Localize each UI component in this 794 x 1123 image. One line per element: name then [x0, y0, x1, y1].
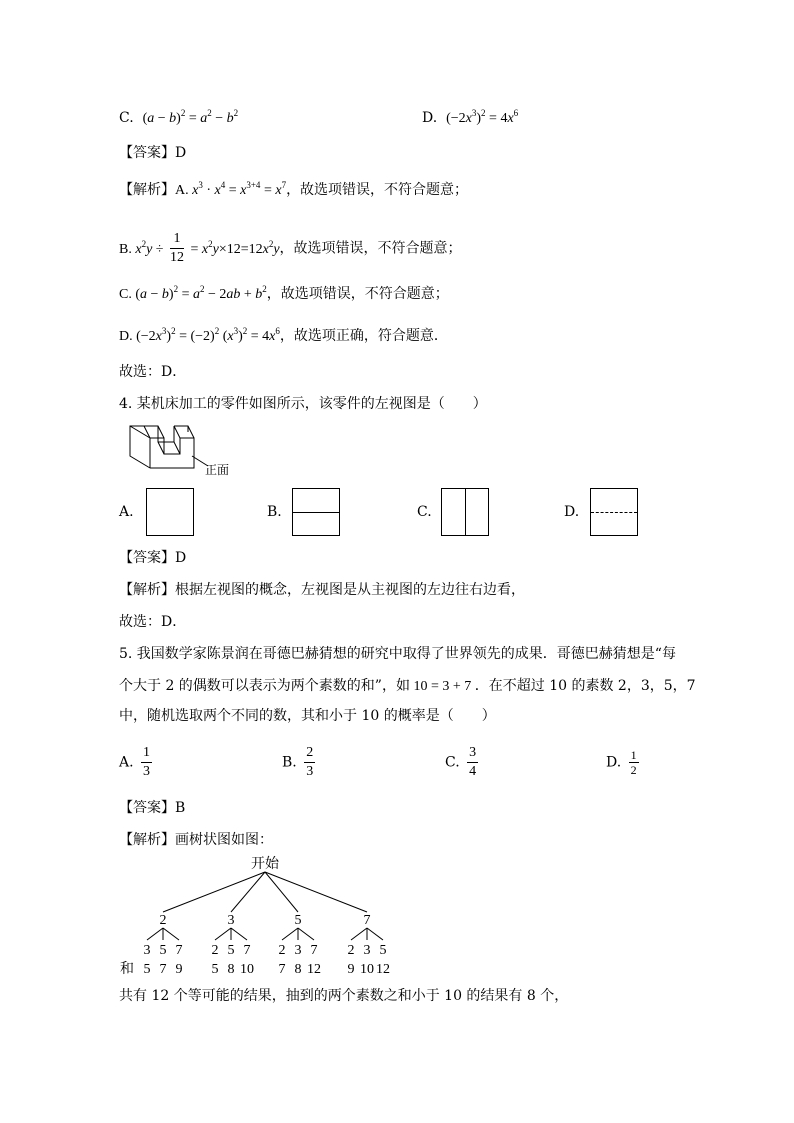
tree-subbranch-line: [215, 928, 231, 940]
tree-sum-label: 和: [120, 962, 134, 977]
tree-second-node: 3: [294, 943, 302, 958]
q4-answer: 【答案】D: [119, 550, 187, 566]
q4-explanation: 【解析】根据左视图的概念，左视图是从主视图的左边往右边看，: [119, 582, 525, 598]
tree-sum-value: 8: [227, 962, 235, 977]
tree-sum-value: 9: [347, 962, 355, 977]
q5-stem-2: 个大于 2 的偶数可以表示为两个素数的和”，如 10 = 3 + 7 ．在不超过 10 的素数 2，3，5，7: [119, 678, 696, 694]
q3-choose: 故选：D．: [119, 364, 187, 380]
q3-option-c: C. $(a - b)^2 = a^2 - b^2$: [119, 108, 239, 126]
tree-sum-value: 5: [211, 962, 219, 977]
tree-second-node: 7: [310, 943, 318, 958]
q5-conclusion: 共有 12 个等可能的结果，抽到的两个素数之和小于 10 的结果有 8 个，: [119, 988, 569, 1004]
q4-option-b-label: B.: [267, 504, 282, 520]
q4-option-b-square: [292, 488, 340, 536]
tree-subbranch-line: [298, 928, 314, 940]
q5-option-c: C. $\frac{3}{4}$: [445, 745, 477, 779]
tree-sum-value: 8: [294, 962, 302, 977]
tree-second-node: 5: [159, 943, 167, 958]
q3-answer: 【答案】D: [119, 145, 187, 161]
q4-option-d-label: D.: [564, 504, 580, 520]
tree-second-node: 3: [143, 943, 151, 958]
tree-subbranch-line: [282, 928, 298, 940]
q3-option-d: D. $(-2x^3)^2 = 4x^6$: [422, 108, 519, 126]
q5-option-b: B. $\frac{2}{3}$: [282, 745, 314, 779]
q4-option-a-square: [146, 488, 194, 536]
q5-stem-3: 中，随机选取两个不同的数，其和小于 10 的概率是（ ）: [119, 708, 496, 724]
tree-root-label: 开始: [251, 857, 279, 872]
q4-choose: 故选：D．: [119, 614, 187, 630]
tree-sum-value: 5: [143, 962, 151, 977]
q3-explanation-b: B. $x^2y$ ÷ $\frac{1}{12}$ = $x^2y\times 12=12x^2y$，故选项错误，不符合题意；: [119, 231, 462, 265]
q4-option-c-label: C.: [417, 504, 432, 520]
q5-answer: 【答案】B: [119, 800, 186, 816]
tree-sum-value: 12: [376, 962, 390, 977]
tree-subbranch-line: [367, 928, 383, 940]
q4-option-d-square: [590, 488, 638, 536]
tree-second-node: 7: [243, 943, 251, 958]
tree-sum-value: 7: [278, 962, 286, 977]
tree-sum-value: 12: [307, 962, 321, 977]
front-label: 正面: [205, 463, 230, 477]
tree-second-node: 2: [347, 943, 355, 958]
tree-subbranch-line: [147, 928, 163, 940]
q4-option-c-square: [441, 488, 489, 536]
tree-second-node: 5: [227, 943, 235, 958]
tree-sum-value: 7: [159, 962, 167, 977]
q4-stem: 4. 某机床加工的零件如图所示，该零件的左视图是（ ）: [119, 396, 487, 412]
tree-sum-value: 9: [175, 962, 183, 977]
tree-subbranch-line: [351, 928, 367, 940]
probability-tree-diagram: [110, 852, 410, 982]
q3-explanation-d: D. $(-2x^3)^2 = (-2)^2$ $(x^3)^2 = 4x^6$，故选项正确，符合题意．: [119, 326, 448, 344]
tree-second-node: 5: [379, 943, 387, 958]
tree-first-node: 5: [294, 913, 302, 928]
tree-branch-line: [231, 872, 265, 912]
tree-sum-value: 10: [240, 962, 254, 977]
tree-branch-line: [265, 872, 367, 912]
tree-second-node: 2: [278, 943, 286, 958]
tree-first-node: 3: [227, 913, 235, 928]
q5-stem-1: 5. 我国数学家陈景润在哥德巴赫猜想的研究中取得了世界领先的成果．哥德巴赫猜想是“每: [119, 646, 676, 662]
tree-branch-line: [163, 872, 265, 912]
tree-subbranch-line: [231, 928, 247, 940]
q3-explanation-c: C. $(a - b)^2 = a^2 - 2ab + b^2$，故选项错误，不符合题意；: [119, 284, 449, 302]
tree-second-node: 7: [175, 943, 183, 958]
q5-option-a: A. $\frac{1}{3}$: [119, 745, 151, 779]
tree-subbranch-line: [163, 928, 179, 940]
tree-first-node: 2: [159, 913, 167, 928]
tree-second-node: 3: [363, 943, 371, 958]
q5-option-d: D. $\frac{1}{2}$: [606, 748, 637, 777]
q4-option-a-label: A.: [119, 504, 134, 520]
q3-explanation-a: 【解析】A. $x^3 \cdot x^4 = x^{3+4} = x^7$，故选项错误，不符合题意；: [119, 180, 469, 198]
tree-sum-value: 10: [360, 962, 374, 977]
fraction: $\frac{1}{12}$: [169, 231, 184, 265]
tree-first-node: 7: [363, 913, 371, 928]
q5-explanation: 【解析】画树状图如图：: [119, 832, 273, 848]
tree-second-node: 2: [211, 943, 219, 958]
